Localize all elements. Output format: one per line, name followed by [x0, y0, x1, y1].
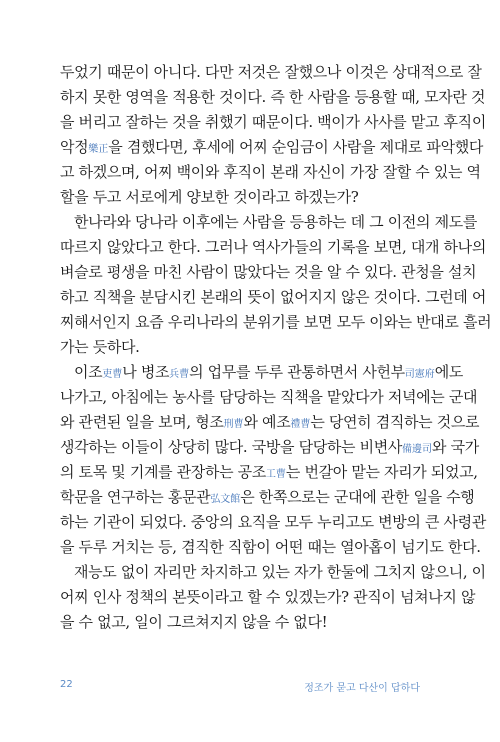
text-run: 에도 [434, 363, 464, 381]
hanja-annotation: 工曹 [265, 469, 286, 480]
text-line [60, 335, 418, 360]
text-run: 의 토목 및 기계를 관장하는 공조 [60, 463, 266, 481]
text-run: 을 겸했다면, 후세에 어찌 순임금이 사람을 제대로 파악했다 [108, 138, 483, 156]
text-line [60, 60, 482, 85]
text-run: 을 수 없고, 일이 그르쳐지지 않을 수 없다! [60, 613, 328, 631]
text-line [60, 510, 486, 535]
hanja-annotation: 備邊司 [402, 444, 433, 455]
text-run: 학문을 연구하는 홍문관 [60, 488, 211, 506]
hanja-annotation: 樂正 [88, 144, 109, 155]
text-run: 와 국가 [432, 438, 479, 456]
paragraph-block [60, 60, 492, 635]
text-run: 을 버리고 잘하는 것을 취했기 때문이다. 백이가 사사를 맡고 후직이 [60, 113, 486, 131]
text-line [60, 410, 480, 435]
text-run: 한나라와 당나라 이후에는 사람을 등용하는 데 그 이전의 제도를 [74, 213, 477, 231]
text-run: 이조 [74, 363, 103, 381]
text-run: 은 한쪽으로는 군대에 관한 일을 수행 [240, 488, 475, 506]
text-run: 재능도 없이 자리만 차지하고 있는 자가 한둘에 그치지 않으니, 이 [74, 563, 486, 581]
text-run: 고 하겠으며, 어찌 백이와 후직이 본래 자신이 가장 잘할 수 있는 역 [60, 163, 481, 181]
text-run: 따르지 않았다고 한다. 그러나 역사가들의 기록을 보면, 대개 하나의 [60, 238, 486, 256]
text-run: 하는 기관이 되었다. 중앙의 요직을 모두 누리고도 변방의 큰 사령관 [60, 513, 486, 531]
text-run: 하고 직책을 분담시킨 본래의 뜻이 없어지지 않은 것이다. 그런데 어 [60, 288, 486, 306]
page-number: 22 [60, 679, 73, 690]
hanja-annotation: 兵曹 [169, 369, 190, 380]
text-line [60, 85, 486, 110]
text-line [60, 160, 481, 185]
text-run: 와 예조 [243, 413, 291, 431]
text-run: 을 두루 거치는 등, 겸직한 직함이 어떤 때는 열아홉이 넘기도 한다. [60, 538, 481, 556]
text-run: 와 관련된 일을 보며, 형조 [60, 413, 224, 431]
text-line [60, 235, 486, 260]
text-run: 하지 못한 영역을 적용한 것이다. 즉 한 사람을 등용할 때, 모자란 것 [60, 88, 486, 106]
hanja-annotation: 刑曹 [223, 419, 244, 430]
text-run: 찌해서인지 요즘 우리나라의 분위기를 보면 모두 이와는 반대로 흘러 [60, 313, 492, 331]
text-run: 는 번갈아 맡는 자리가 되었고, [285, 463, 478, 481]
text-run: 악정 [60, 138, 89, 156]
text-line [60, 610, 418, 635]
text-run: 나가고, 아침에는 농사를 담당하는 직책을 맡았다가 저녁에는 군대 [60, 388, 478, 406]
text-run: 의 업무를 두루 관통하면서 사헌부 [189, 363, 405, 381]
text-run: 벼슬로 평생을 마친 사람이 많았다는 것을 알 수 있다. 관청을 설치 [60, 263, 477, 281]
text-run: 어찌 인사 정책의 본뜻이라고 할 수 있겠는가? 관직이 넘쳐나지 않 [60, 588, 476, 606]
text-line [60, 585, 476, 610]
hanja-annotation: 禮曹 [290, 419, 311, 430]
body-text [60, 60, 492, 635]
text-line [60, 260, 477, 285]
hanja-annotation: 吏曹 [102, 369, 123, 380]
text-line [60, 135, 483, 160]
text-line [60, 210, 477, 235]
text-line [60, 560, 486, 585]
text-run: 는 당연히 겸직하는 것으로 [310, 413, 480, 431]
text-line [60, 485, 475, 510]
hanja-annotation: 司憲府 [404, 369, 435, 380]
text-line [60, 285, 486, 310]
hanja-annotation: 弘文館 [210, 494, 241, 505]
text-run: 할을 두고 서로에게 양보한 것이라고 하겠는가? [60, 188, 359, 206]
text-run: 두었기 때문이 아니다. 다만 저것은 잘했으나 이것은 상대적으로 잘 [60, 63, 482, 81]
book-title: 정조가 묻고 다산이 답하다 [304, 683, 420, 694]
page-body [60, 60, 492, 635]
text-run: 가는 듯하다. [60, 338, 140, 356]
text-line [60, 385, 478, 410]
text-line [60, 535, 481, 560]
text-line [60, 360, 464, 385]
text-line [60, 435, 479, 460]
text-line [60, 310, 492, 335]
text-line [60, 110, 486, 135]
text-run: 생각하는 이들이 상당히 많다. 국방을 담당하는 비변사 [60, 438, 403, 456]
text-line [60, 460, 478, 485]
text-line [60, 185, 418, 210]
text-run: 나 병조 [122, 363, 170, 381]
page-footer [60, 679, 420, 693]
